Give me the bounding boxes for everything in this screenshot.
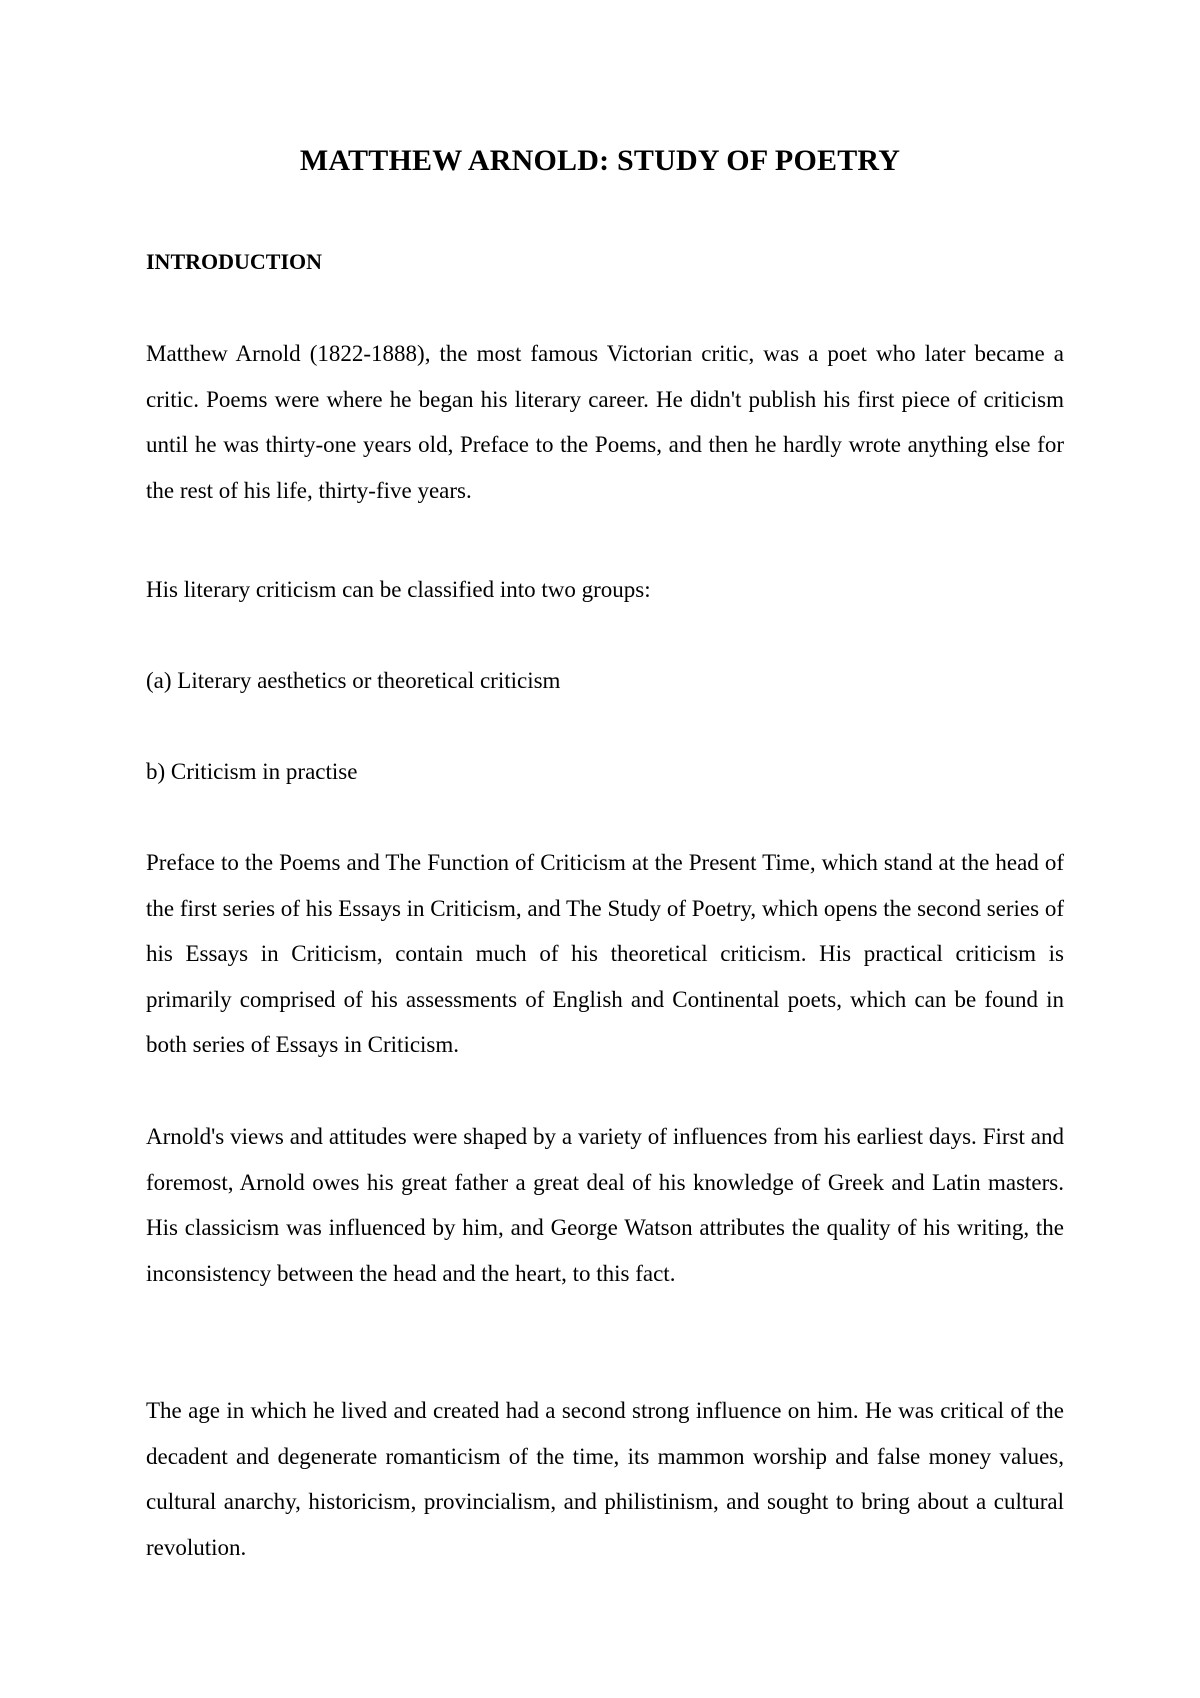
paragraph-arnold-biography: Matthew Arnold (1822-1888), the most famous Victorian critic, was a poet who later became a critic. Poems were where he began his literary career. He didn't publish his first piece of criticism until he was thirty-one years old, Preface to the Poems, and then he hardly wrote anything else for the rest of his life, thirty-five years. xyxy=(146,341,1064,503)
document-title: MATTHEW ARNOLD: STUDY OF POETRY xyxy=(299,144,901,177)
paragraph-essays-in-criticism: Preface to the Poems and The Function of Criticism at the Present Time, which stand at the head of the first series of his Essays in Criticism, and The Study of Poetry, which opens the second series of his Essays in Criticism, contain much of his theoretical criticism. His practical criticism is primarily comprised of his assessments of English and Continental poets, which can be found in both series of Essays in Criticism. xyxy=(146,850,1064,1058)
paragraph-classification-intro: His literary criticism can be classified into two groups: xyxy=(146,577,651,602)
list-item-criticism-in-practise: b) Criticism in practise xyxy=(146,759,358,784)
paragraph-age-influence: The age in which he lived and created had a second strong influence on him. He was critical of the decadent and degenerate romanticism of the time, its mammon worship and false money values, cultural anarchy, historicism, provincialism, and philistinism, and sought to bring about a cultural revolution. xyxy=(146,1398,1064,1560)
paragraph-influences: Arnold's views and attitudes were shaped by a variety of influences from his earliest days. First and foremost, Arnold owes his great father a great deal of his knowledge of Greek and Latin masters. His classicism was influenced by him, and George Watson attributes the quality of his writing, the inconsistency between the head and the heart, to this fact. xyxy=(146,1124,1064,1286)
section-heading-introduction: INTRODUCTION xyxy=(146,249,323,274)
list-item-theoretical-criticism: (a) Literary aesthetics or theoretical criticism xyxy=(146,668,561,693)
